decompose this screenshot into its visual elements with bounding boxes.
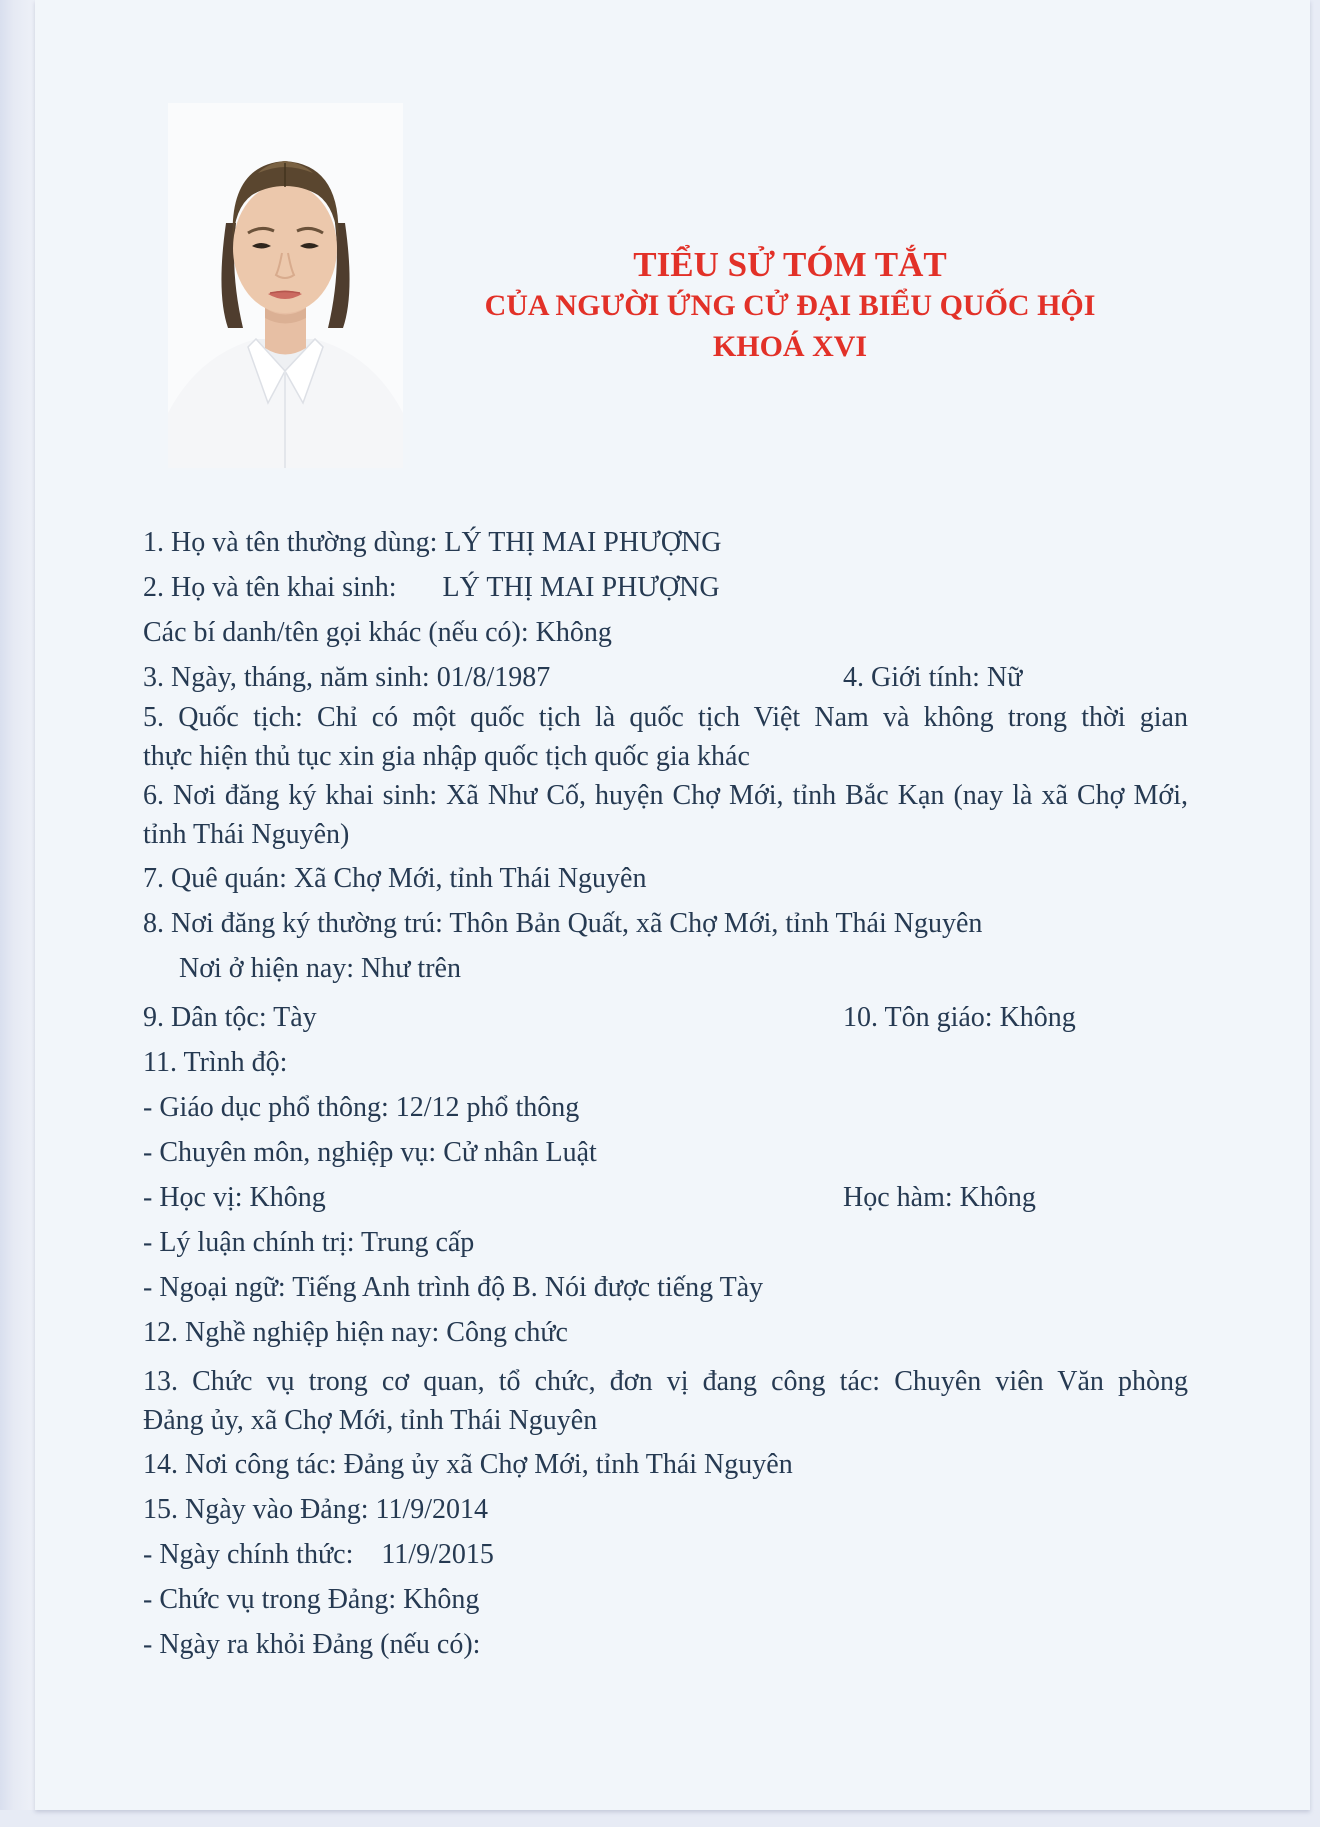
field-degree-title bbox=[143, 1178, 1188, 1218]
field-common-name: 1. Họ và tên thường dùng: LÝ THỊ MAI PHƯỢNG bbox=[143, 527, 722, 558]
field-ethnicity-religion bbox=[143, 998, 1188, 1038]
field-degree: - Học vị: Không bbox=[143, 1182, 326, 1213]
field-value: LÝ THỊ MAI PHƯỢNG bbox=[442, 572, 720, 603]
field-current-residence: Nơi ở hiện nay: Như trên bbox=[179, 953, 461, 984]
portrait-photo bbox=[168, 103, 403, 468]
portrait-photo-art bbox=[168, 103, 403, 468]
para-line: 6. Nơi đăng ký khai sinh: Xã Như Cố, huyện Chợ Mới, tỉnh Bắc Kạn (nay là xã Chợ Mới, bbox=[143, 780, 1188, 811]
field-hometown: 7. Quê quán: Xã Chợ Mới, tỉnh Thái Nguyên bbox=[143, 863, 647, 894]
field-birth-name bbox=[143, 568, 1188, 608]
field-permanent-residence: 8. Nơi đăng ký thường trú: Thôn Bản Quất, xã Chợ Mới, tỉnh Thái Nguyên bbox=[143, 908, 983, 939]
bottom-edge-shade bbox=[0, 1810, 1320, 1827]
biography-fields bbox=[143, 523, 1188, 1665]
field-education-heading: 11. Trình độ: bbox=[143, 1047, 288, 1078]
field-value: 11/9/2015 bbox=[381, 1539, 494, 1570]
document-title bbox=[420, 244, 1160, 367]
field-general-education: - Giáo dục phổ thông: 12/12 phổ thông bbox=[143, 1092, 580, 1123]
field-workplace: 14. Nơi công tác: Đảng ủy xã Chợ Mới, tỉnh Thái Nguyên bbox=[143, 1449, 793, 1480]
field-gender: 4. Giới tính: Nữ bbox=[843, 662, 1023, 693]
document-page bbox=[35, 0, 1310, 1810]
field-birth-registration-place bbox=[143, 776, 1188, 854]
field-birthdate-gender bbox=[143, 658, 1188, 698]
para-line: 13. Chức vụ trong cơ quan, tổ chức, đơn vị đang công tác: Chuyên viên Văn phòng bbox=[143, 1366, 1188, 1397]
para-line: thực hiện thủ tục xin gia nhập quốc tịch quốc gia khác bbox=[143, 741, 750, 772]
field-foreign-language: - Ngoại ngữ: Tiếng Anh trình độ B. Nói được tiếng Tày bbox=[143, 1272, 764, 1303]
field-political-theory: - Lý luận chính trị: Trung cấp bbox=[143, 1227, 475, 1258]
field-ethnicity: 9. Dân tộc: Tày bbox=[143, 1002, 317, 1033]
field-professional-education: - Chuyên môn, nghiệp vụ: Cử nhân Luật bbox=[143, 1137, 597, 1168]
field-aliases: Các bí danh/tên gọi khác (nếu có): Không bbox=[143, 617, 612, 648]
title-line-3: KHOÁ XVI bbox=[712, 330, 868, 363]
title-line-1: TIỂU SỬ TÓM TẮT bbox=[633, 245, 947, 284]
field-academic-title: Học hàm: Không bbox=[843, 1182, 1036, 1213]
field-current-position bbox=[143, 1362, 1188, 1440]
para-line: Đảng ủy, xã Chợ Mới, tỉnh Thái Nguyên bbox=[143, 1405, 598, 1436]
para-line: tỉnh Thái Nguyên) bbox=[143, 819, 350, 850]
field-party-position: - Chức vụ trong Đảng: Không bbox=[143, 1584, 480, 1615]
left-edge-shade bbox=[0, 0, 35, 1827]
right-edge-shade bbox=[1310, 0, 1320, 1827]
field-religion: 10. Tôn giáo: Không bbox=[843, 1002, 1076, 1033]
field-birthdate: 3. Ngày, tháng, năm sinh: 01/8/1987 bbox=[143, 662, 551, 693]
field-nationality bbox=[143, 698, 1188, 776]
field-party-official-date bbox=[143, 1535, 1188, 1575]
field-label: - Ngày chính thức: bbox=[143, 1539, 354, 1570]
title-line-2: CỦA NGƯỜI ỨNG CỬ ĐẠI BIỂU QUỐC HỘI bbox=[484, 289, 1096, 322]
field-party-leave-date: - Ngày ra khỏi Đảng (nếu có): bbox=[143, 1629, 481, 1660]
field-label: 2. Họ và tên khai sinh: bbox=[143, 572, 397, 603]
field-current-occupation: 12. Nghề nghiệp hiện nay: Công chức bbox=[143, 1317, 568, 1348]
field-party-join-date: 15. Ngày vào Đảng: 11/9/2014 bbox=[143, 1494, 489, 1525]
para-line: 5. Quốc tịch: Chỉ có một quốc tịch là quốc tịch Việt Nam và không trong thời gian bbox=[143, 702, 1188, 733]
